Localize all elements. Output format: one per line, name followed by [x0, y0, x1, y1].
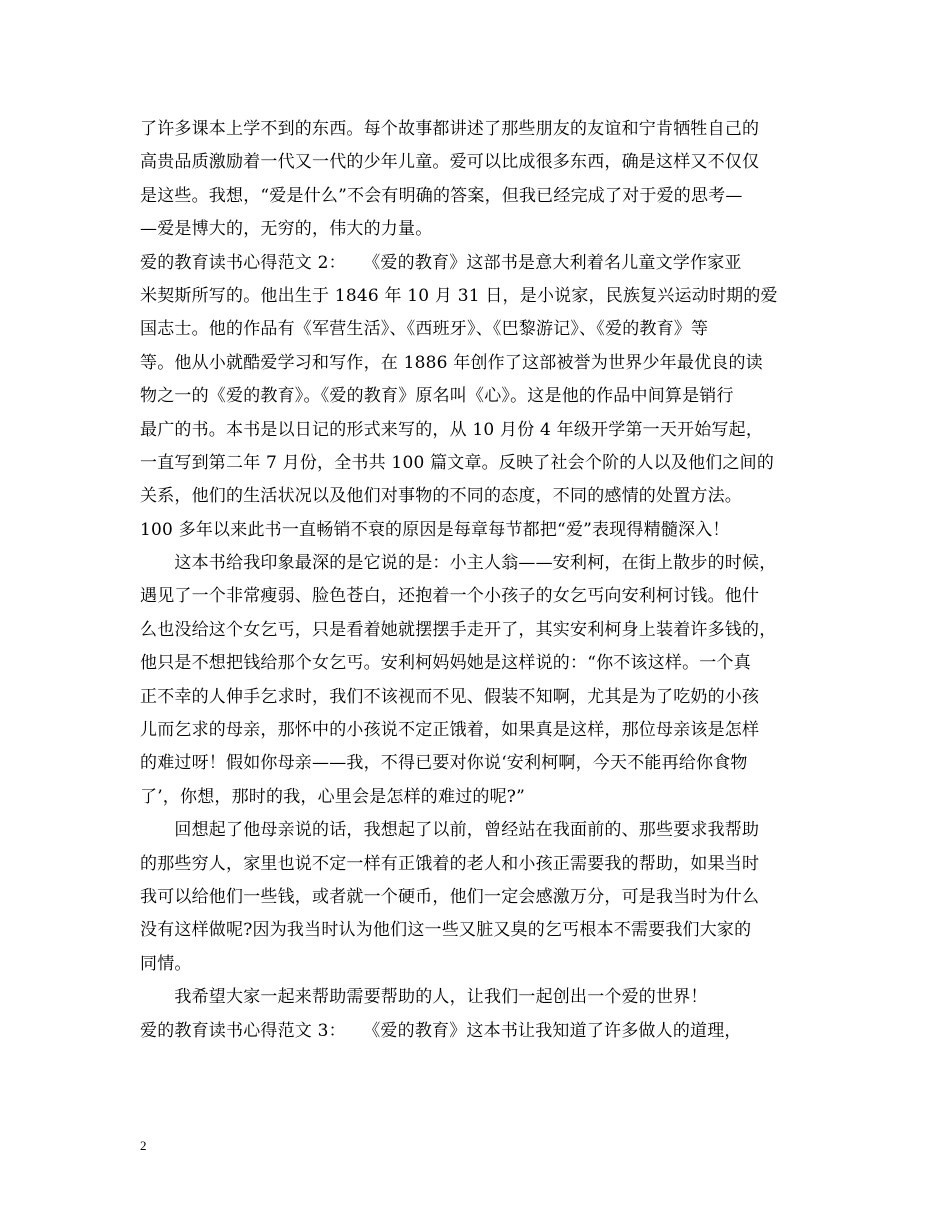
text-line: 物之一的《爱的教育》。《爱的教育》原名叫《心》。这是他的作品中间算是销行 [140, 386, 734, 407]
text-line: 等。他从小就酷爱学习和写作，在 1886 年创作了这部被誉为世界少年最优良的读 [140, 352, 763, 373]
text-line: 他只是不想把钱给那个女乞丐。安利柯妈妈她是这样说的：“你不该这样。一个真 [140, 653, 751, 674]
text-line: 爱的教育读书心得范文 2： 《爱的教育》这部书是意大利着名儿童文学作家亚 [140, 252, 742, 273]
text-line: 了许多课本上学不到的东西。每个故事都讲述了那些朋友的友谊和宁肯牺牲自己的 [140, 119, 760, 139]
text-line: 关系，他们的生活状况以及他们对事物的不同的态度，不同的感情的处置方法。 [140, 486, 742, 507]
text-line: 是这些。我想，“爱是什么”不会有明确的答案，但我已经完成了对于爱的思考— [140, 185, 743, 206]
text-line: 遇见了一个非常瘦弱、脸色苍白，还抱着一个小孩子的女乞丐向安利柯讨钱。他什 [140, 586, 760, 607]
text-line: 正不幸的人伸手乞求时，我们不该视而不见、假装不知啊，尤其是为了吃奶的小孩 [140, 686, 760, 707]
text-line: 这本书给我印象最深的是它说的是：小主人翁——安利柯，在街上散步的时候， [140, 553, 777, 574]
body-text [140, 113, 820, 1048]
text-line: 没有这样做呢?因为我当时认为他们这一些又脏又臭的乞丐根本不需要我们大家的 [140, 920, 752, 941]
text-line: 回想起了他母亲说的话，我想起了以前，曾经站在我面前的、那些要求我帮助 [140, 820, 760, 841]
text-line: 100 多年以来此书一直畅销不衰的原因是每章每节都把“爱”表现得精髓深入！ [140, 519, 730, 540]
text-line: —爱是博大的，无穷的，伟大的力量。 [140, 219, 433, 240]
text-line: 我可以给他们一些钱，或者就一个硬币，他们一定会感激万分，可是我当时为什么 [140, 886, 760, 907]
text-line: 的难过呀！假如你母亲——我，不得已要对你说‘安利柯啊，今天不能再给你食物 [140, 753, 748, 774]
page-number: 2 [140, 1138, 147, 1153]
text-line: 儿而乞求的母亲，那怀中的小孩说不定正饿着，如果真是这样，那位母亲该是怎样 [140, 720, 760, 741]
text-line: 么也没给这个女乞丐，只是看着她就摆摆手走开了，其实安利柯身上装着许多钱的， [140, 619, 777, 640]
text-line: 爱的教育读书心得范文 3： 《爱的教育》这本书让我知道了许多做人的道理， [140, 1020, 742, 1041]
text-line: 高贵品质激励着一代又一代的少年儿童。爱可以比成很多东西，确是这样又不仅仅 [140, 152, 760, 173]
text-line: 一直写到第二年 7 月份，全书共 100 篇文章。反映了社会个阶的人以及他们之间的 [140, 452, 775, 473]
text-line: 同情。 [140, 953, 192, 974]
text-line: 最广的书。本书是以日记的形式来写的，从 10 月份 4 年级开学第一天开始写起， [140, 419, 764, 440]
text-line: 我希望大家一起来帮助需要帮助的人，让我们一起创出一个爱的世界！ [140, 987, 708, 1008]
text-line: 米契斯所写的。他出生于 1846 年 10 月 31 日，是小说家，民族复兴运动时期的爱 [140, 285, 778, 306]
text-line: 的那些穷人，家里也说不定一样有正饿着的老人和小孩正需要我的帮助，如果当时 [140, 853, 760, 874]
text-line: 国志士。他的作品有《军营生活》、《西班牙》、《巴黎游记》、《爱的教育》等 [140, 319, 709, 340]
text-line: 了’，你想，那时的我，心里会是怎样的难过的呢?” [140, 786, 526, 807]
